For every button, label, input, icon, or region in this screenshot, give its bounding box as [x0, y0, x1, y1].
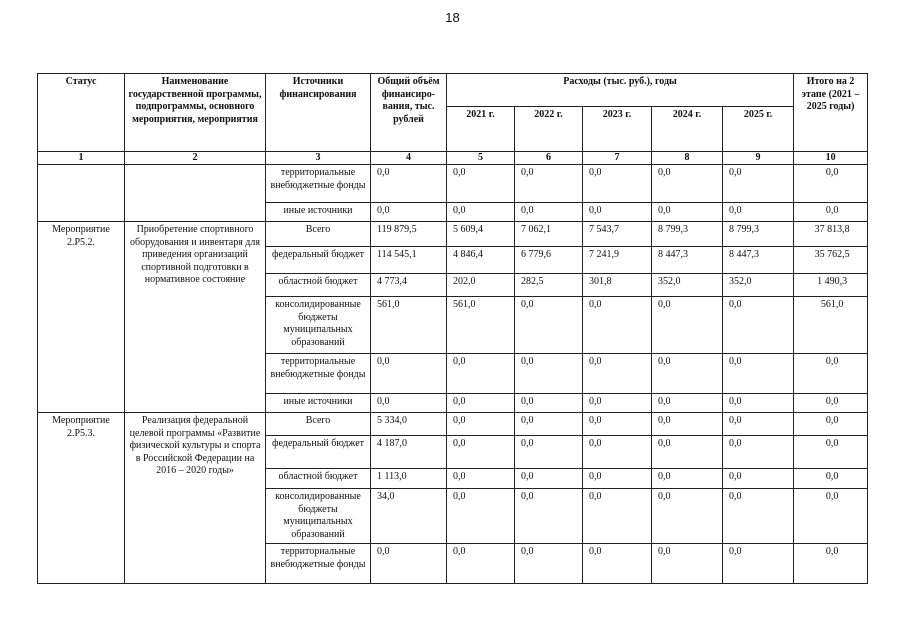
value-cell: 5 609,4 [447, 222, 515, 247]
value-cell: 352,0 [723, 274, 794, 297]
value-cell: 8 799,3 [652, 222, 723, 247]
header-year: 2025 г. [723, 107, 794, 152]
value-cell: 0,0 [723, 413, 794, 436]
value-cell: 0,0 [371, 203, 447, 222]
value-cell: 0,0 [652, 436, 723, 469]
column-number: 6 [515, 152, 583, 165]
source-cell: областной бюджет [266, 469, 371, 489]
header-expenses: Расходы (тыс. руб.), годы [447, 74, 794, 107]
value-cell: 37 813,8 [794, 222, 868, 247]
value-cell: 0,0 [583, 165, 652, 203]
value-cell: 561,0 [371, 297, 447, 354]
source-cell: иные источники [266, 203, 371, 222]
column-number: 4 [371, 152, 447, 165]
value-cell: 0,0 [583, 489, 652, 544]
value-cell: 0,0 [515, 489, 583, 544]
value-cell: 0,0 [583, 354, 652, 394]
name-cell [125, 165, 266, 222]
column-number: 1 [38, 152, 125, 165]
status-cell [38, 165, 125, 222]
value-cell: 0,0 [371, 165, 447, 203]
value-cell: 0,0 [723, 354, 794, 394]
column-number: 10 [794, 152, 868, 165]
value-cell: 0,0 [723, 165, 794, 203]
value-cell: 0,0 [447, 544, 515, 584]
source-cell: Всего [266, 413, 371, 436]
value-cell: 0,0 [583, 544, 652, 584]
value-cell: 0,0 [515, 413, 583, 436]
source-cell: областной бюджет [266, 274, 371, 297]
header-sources: Источники финансирования [266, 74, 371, 152]
source-cell: федеральный бюджет [266, 436, 371, 469]
value-cell: 5 334,0 [371, 413, 447, 436]
value-cell: 0,0 [723, 469, 794, 489]
value-cell: 0,0 [652, 297, 723, 354]
value-cell: 0,0 [794, 203, 868, 222]
value-cell: 0,0 [515, 436, 583, 469]
value-cell: 0,0 [794, 165, 868, 203]
value-cell: 0,0 [723, 544, 794, 584]
name-cell: Реализация федеральной целевой программы «Развитие физической культуры и спорта в Российской Федерации на 2016 – 2020 годы» [125, 413, 266, 584]
value-cell: 0,0 [515, 203, 583, 222]
value-cell: 0,0 [583, 203, 652, 222]
value-cell: 0,0 [371, 544, 447, 584]
source-cell: Всего [266, 222, 371, 247]
header-stage-total: Итого на 2 этапе (2021 – 2025 годы) [794, 74, 868, 152]
value-cell: 0,0 [723, 394, 794, 413]
value-cell: 0,0 [794, 436, 868, 469]
source-cell: территориальные внебюджетные фонды [266, 354, 371, 394]
header-status: Статус [38, 74, 125, 152]
value-cell: 8 447,3 [652, 247, 723, 274]
status-cell: Мероприятие 2.P5.2. [38, 222, 125, 413]
value-cell: 0,0 [652, 544, 723, 584]
column-number: 2 [125, 152, 266, 165]
source-cell: территориальные внебюджетные фонды [266, 165, 371, 203]
header-year: 2023 г. [583, 107, 652, 152]
value-cell: 34,0 [371, 489, 447, 544]
value-cell: 114 545,1 [371, 247, 447, 274]
value-cell: 0,0 [447, 489, 515, 544]
status-cell: Мероприятие 2.P5.3. [38, 413, 125, 584]
page-number: 18 [445, 10, 460, 25]
value-cell: 0,0 [583, 297, 652, 354]
value-cell: 0,0 [515, 544, 583, 584]
value-cell: 8 447,3 [723, 247, 794, 274]
value-cell: 0,0 [794, 544, 868, 584]
value-cell: 561,0 [794, 297, 868, 354]
column-number: 7 [583, 152, 652, 165]
value-cell: 1 490,3 [794, 274, 868, 297]
table-row [38, 413, 868, 436]
value-cell: 0,0 [652, 165, 723, 203]
value-cell: 0,0 [652, 413, 723, 436]
column-number: 9 [723, 152, 794, 165]
column-number: 8 [652, 152, 723, 165]
source-cell: федеральный бюджет [266, 247, 371, 274]
value-cell: 0,0 [723, 203, 794, 222]
value-cell: 0,0 [515, 394, 583, 413]
value-cell: 0,0 [515, 469, 583, 489]
value-cell: 0,0 [447, 436, 515, 469]
name-cell: Приобретение спортивного оборудования и инвентаря для приведения организаций спортивной подготовки в нормативное состояние [125, 222, 266, 413]
value-cell: 0,0 [652, 394, 723, 413]
value-cell: 0,0 [794, 469, 868, 489]
header-name: Наименование государственной программы, подпрограммы, основного мероприятия, мероприятия [125, 74, 266, 152]
value-cell: 7 062,1 [515, 222, 583, 247]
column-number: 3 [266, 152, 371, 165]
value-cell: 0,0 [515, 297, 583, 354]
value-cell: 282,5 [515, 274, 583, 297]
value-cell: 7 241,9 [583, 247, 652, 274]
column-number: 5 [447, 152, 515, 165]
header-year: 2024 г. [652, 107, 723, 152]
value-cell: 6 779,6 [515, 247, 583, 274]
value-cell: 0,0 [515, 354, 583, 394]
value-cell: 0,0 [583, 436, 652, 469]
financing-table [37, 73, 868, 584]
value-cell: 0,0 [447, 354, 515, 394]
value-cell: 0,0 [723, 489, 794, 544]
value-cell: 0,0 [583, 469, 652, 489]
value-cell: 4 846,4 [447, 247, 515, 274]
table-row [38, 222, 868, 247]
value-cell: 0,0 [652, 203, 723, 222]
value-cell: 0,0 [447, 165, 515, 203]
value-cell: 0,0 [794, 413, 868, 436]
value-cell: 8 799,3 [723, 222, 794, 247]
source-cell: иные источники [266, 394, 371, 413]
value-cell: 0,0 [371, 394, 447, 413]
value-cell: 561,0 [447, 297, 515, 354]
value-cell: 202,0 [447, 274, 515, 297]
value-cell: 0,0 [447, 413, 515, 436]
value-cell: 0,0 [583, 394, 652, 413]
source-cell: консолидированные бюджеты муниципальных образований [266, 297, 371, 354]
value-cell: 0,0 [652, 469, 723, 489]
value-cell: 0,0 [652, 354, 723, 394]
value-cell: 4 773,4 [371, 274, 447, 297]
value-cell: 1 113,0 [371, 469, 447, 489]
value-cell: 0,0 [447, 469, 515, 489]
value-cell: 35 762,5 [794, 247, 868, 274]
table-body [38, 165, 868, 584]
value-cell: 0,0 [371, 354, 447, 394]
value-cell: 4 187,0 [371, 436, 447, 469]
value-cell: 0,0 [794, 394, 868, 413]
header-year: 2022 г. [515, 107, 583, 152]
value-cell: 301,8 [583, 274, 652, 297]
value-cell: 0,0 [794, 489, 868, 544]
source-cell: территориальные внебюджетные фонды [266, 544, 371, 584]
value-cell: 0,0 [723, 297, 794, 354]
value-cell: 7 543,7 [583, 222, 652, 247]
value-cell: 352,0 [652, 274, 723, 297]
value-cell: 0,0 [794, 354, 868, 394]
value-cell: 119 879,5 [371, 222, 447, 247]
value-cell: 0,0 [652, 489, 723, 544]
table-row [38, 165, 868, 203]
source-cell: консолидированные бюджеты муниципальных образований [266, 489, 371, 544]
value-cell: 0,0 [447, 394, 515, 413]
value-cell: 0,0 [723, 436, 794, 469]
value-cell: 0,0 [447, 203, 515, 222]
header-year: 2021 г. [447, 107, 515, 152]
header-total-volume: Общий объём финансиро-вания, тыс. рублей [371, 74, 447, 152]
value-cell: 0,0 [515, 165, 583, 203]
value-cell: 0,0 [583, 413, 652, 436]
